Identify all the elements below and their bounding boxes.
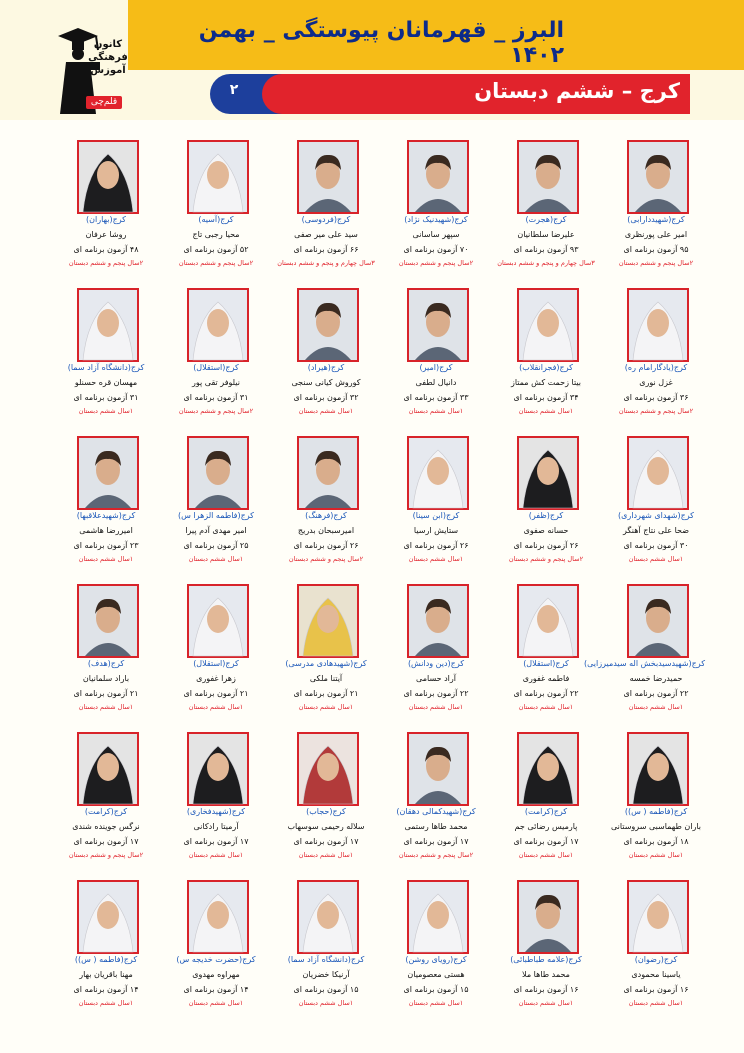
student-card [277,880,387,1020]
student-photo [407,140,469,214]
student-card [607,140,717,280]
student-years-note: ۱سال ششم دبستان [628,999,684,1007]
student-name: روشا عرفان [85,230,127,239]
student-name: سید علی میر صفی [294,230,358,239]
student-years-note: ۱سال ششم دبستان [298,999,354,1007]
student-branch: کرج(شهیدعلاقبها) [76,511,136,520]
student-photo [187,288,249,362]
student-years-note: ۱سال ششم دبستان [78,703,134,711]
student-exam-count: ۱۴ آزمون برنامه ای [183,985,249,994]
student-portrait-icon [409,586,467,656]
student-portrait-icon [629,734,687,804]
student-branch: کرج(دانشگاه آزاد سما) [67,363,145,372]
student-portrait-icon [629,882,687,952]
student-portrait-icon [519,734,577,804]
student-branch: کرج(هیراد) [307,363,345,372]
student-exam-count: ۴۸ آزمون برنامه ای [73,245,139,254]
student-branch: کرج(استقلال) [193,659,239,668]
student-card [497,880,607,1020]
student-card [387,584,497,724]
student-name: مهراوه مهدوی [192,970,240,979]
student-name: محمد طاها ملا [522,970,570,979]
student-card [497,584,607,724]
student-years-note: ۱سال ششم دبستان [518,407,574,415]
student-portrait-icon [629,290,687,360]
student-photo [627,436,689,510]
student-card [387,436,497,576]
student-years-note: ۱سال ششم دبستان [408,703,464,711]
student-branch: کرج(شهیددارابی) [627,215,685,224]
student-name: محیا رجبی تاج [192,230,240,239]
student-years-note: ۱سال ششم دبستان [188,851,244,859]
student-years-note: ۱سال ششم دبستان [628,703,684,711]
student-exam-count: ۲۱ آزمون برنامه ای [183,689,249,698]
student-branch: کرج(فردوسی) [301,215,351,224]
student-card [57,880,167,1020]
student-card [277,732,387,872]
student-name: آرنیکا خضریان [302,970,350,979]
student-name: آیتنا ملکی [309,674,343,683]
student-years-note: ۱سال ششم دبستان [78,999,134,1007]
student-branch: کرج(فرهنگ) [305,511,347,520]
student-name: حمیدرضا خمسه [629,674,683,683]
student-branch: کرج(رویای روشن) [405,955,467,964]
student-card [167,140,277,280]
student-name: مهسان قره حسنلو [74,378,138,387]
student-exam-count: ۲۱ آزمون برنامه ای [73,689,139,698]
student-name: نرگس جوینده شندی [72,822,140,831]
student-card [497,436,607,576]
student-portrait-icon [629,438,687,508]
student-photo [407,288,469,362]
student-exam-count: ۳۲ آزمون برنامه ای [293,393,359,402]
student-branch: کرج(علامه طباطبائی) [510,955,582,964]
student-name: باراد سلمانیان [82,674,130,683]
student-name: امیر مهدی آدم پیرا [185,526,247,535]
student-exam-count: ۲۳ آزمون برنامه ای [73,541,139,550]
student-branch: کرج(استقلال) [193,363,239,372]
student-portrait-icon [79,142,137,212]
student-exam-count: ۶۶ آزمون برنامه ای [293,245,359,254]
student-photo [407,732,469,806]
student-portrait-icon [79,586,137,656]
student-years-note: ۳سال چهارم و پنجم و ششم دبستان [497,259,595,267]
student-years-note: ۱سال ششم دبستان [518,851,574,859]
student-exam-count: ۱۷ آزمون برنامه ای [513,837,579,846]
student-exam-count: ۳۱ آزمون برنامه ای [73,393,139,402]
student-years-note: ۱سال ششم دبستان [298,703,354,711]
student-name: هستی معصومیان [407,970,465,979]
student-branch: کرج(هجرت) [525,215,567,224]
student-name: امیررضا هاشمی [79,526,133,535]
student-portrait-icon [189,882,247,952]
student-branch: کرج(حجاب) [306,807,346,816]
student-exam-count: ۳۶ آزمون برنامه ای [623,393,689,402]
student-exam-count: ۳۴ آزمون برنامه ای [513,393,579,402]
student-photo [77,880,139,954]
student-years-note: ۱سال ششم دبستان [628,851,684,859]
student-exam-count: ۱۷ آزمون برنامه ای [293,837,359,846]
student-years-note: ۱سال ششم دبستان [188,555,244,563]
student-photo [407,880,469,954]
student-photo [627,288,689,362]
student-years-note: ۳سال چهارم و پنجم و ششم دبستان [277,259,375,267]
student-portrait-icon [519,290,577,360]
student-photo [77,288,139,362]
student-card [57,140,167,280]
student-name: یاسینا محمودی [631,970,681,979]
student-photo [187,140,249,214]
page-subtitle: کرج – ششم دبستان [474,79,680,103]
student-branch: کرج(یادگارامام ره) [624,363,688,372]
student-card [277,288,387,428]
student-years-note: ۲سال پنجم و ششم دبستان [398,259,474,267]
student-exam-count: ۱۶ آزمون برنامه ای [513,985,579,994]
student-years-note: ۲سال پنجم و ششم دبستان [178,407,254,415]
student-portrait-icon [299,290,357,360]
student-card [497,288,607,428]
student-name: امیر علی پورنظری [624,230,688,239]
student-photo [297,880,359,954]
student-years-note: ۱سال ششم دبستان [188,999,244,1007]
student-card [57,732,167,872]
student-photo [517,880,579,954]
student-exam-count: ۵۲ آزمون برنامه ای [183,245,249,254]
page-number: ۲ [229,82,239,98]
student-portrait-icon [519,438,577,508]
student-card [167,436,277,576]
student-photo [77,732,139,806]
student-exam-count: ۲۶ آزمون برنامه ای [513,541,579,550]
student-photo [627,584,689,658]
student-photo [517,584,579,658]
student-name: دانیال لطفی [415,378,457,387]
student-exam-count: ۳۳ آزمون برنامه ای [403,393,469,402]
student-portrait-icon [189,734,247,804]
student-card [497,140,607,280]
student-years-note: ۲سال پنجم و ششم دبستان [508,555,584,563]
student-name: مهنا باقریان بهار [79,970,133,979]
student-branch: کرج(فجرانقلاب) [519,363,573,372]
student-portrait-icon [519,882,577,952]
student-card [584,584,717,724]
student-card [387,288,497,428]
student-branch: کرج(کرامت) [524,807,568,816]
student-years-note: ۱سال ششم دبستان [408,999,464,1007]
student-portrait-icon [409,142,467,212]
student-branch: کرج(دانشگاه آزاد سما) [287,955,365,964]
student-portrait-icon [409,882,467,952]
student-years-note: ۱سال ششم دبستان [518,703,574,711]
student-card [607,732,717,872]
student-card [277,140,387,280]
student-name: زهرا غفوری [196,674,236,683]
page-title: البرز _ قهرمانان پیوستگی _ بهمن ۱۴۰۲ [198,18,564,68]
student-branch: کرج(هدف) [87,659,125,668]
student-years-note: ۱سال ششم دبستان [518,999,574,1007]
student-years-note: ۲سال پنجم و ششم دبستان [68,259,144,267]
student-years-note: ۱سال ششم دبستان [298,851,354,859]
student-name: بیتا زحمت کش ممتاز [510,378,582,387]
student-photo [187,436,249,510]
student-photo [517,732,579,806]
student-card [57,288,167,428]
page-header [0,0,744,120]
student-branch: کرج(آسیه) [198,215,234,224]
student-photo [187,880,249,954]
student-years-note: ۱سال ششم دبستان [78,555,134,563]
student-branch: کرج(شهیدفخاری) [186,807,246,816]
student-branch: کرج(فاطمه الزهرا س) [178,511,254,520]
student-portrait-icon [409,290,467,360]
student-photo [77,436,139,510]
student-card [497,732,607,872]
student-portrait-icon [299,734,357,804]
student-years-note: ۲سال پنجم و ششم دبستان [618,259,694,267]
student-card [387,732,497,872]
student-photo [517,436,579,510]
student-exam-count: ۲۶ آزمون برنامه ای [293,541,359,550]
logo-brand: قلم‌چی [86,96,122,109]
student-name: کوروش کیانی سنجی [291,378,361,387]
student-branch: کرج(شهیدنیک نژاد) [404,215,468,224]
student-branch: کرج(فاطمه ( س)) [74,955,138,964]
student-photo [407,436,469,510]
student-exam-count: ۱۸ آزمون برنامه ای [623,837,689,846]
logo-text: کانون فرهنگی آموزش [88,39,128,76]
student-exam-count: ۲۵ آزمون برنامه ای [183,541,249,550]
student-branch: کرج(استقلال) [523,659,569,668]
student-branch: کرج(شهیدسیدبخش اله سیدمیرزایی) [584,659,705,668]
student-name: آراد حسامی [416,674,456,683]
student-years-note: ۱سال ششم دبستان [188,703,244,711]
student-years-note: ۱سال ششم دبستان [298,407,354,415]
student-exam-count: ۳۱ آزمون برنامه ای [183,393,249,402]
student-exam-count: ۱۷ آزمون برنامه ای [73,837,139,846]
student-exam-count: ۷۰ آزمون برنامه ای [403,245,469,254]
student-years-note: ۲سال پنجم و ششم دبستان [178,259,254,267]
student-photo [627,880,689,954]
student-exam-count: ۱۷ آزمون برنامه ای [403,837,469,846]
student-name: امیرسبحان بدریج [297,526,355,535]
student-name: فاطمه غفوری [522,674,570,683]
student-card [57,584,167,724]
student-name: ستایش ارسیا [413,526,459,535]
student-name: سلاله رحیمی سوسهاب [287,822,365,831]
student-portrait-icon [79,882,137,952]
student-years-note: ۲سال پنجم و ششم دبستان [618,407,694,415]
student-exam-count: ۱۴ آزمون برنامه ای [73,985,139,994]
student-exam-count: ۲۲ آزمون برنامه ای [623,689,689,698]
student-portrait-icon [189,438,247,508]
student-photo [627,732,689,806]
student-photo [297,436,359,510]
student-name: سپهر ساسانی [412,230,460,239]
student-photo [297,288,359,362]
student-card [387,880,497,1020]
student-card [57,436,167,576]
student-years-note: ۱سال ششم دبستان [408,555,464,563]
student-years-note: ۲سال پنجم و ششم دبستان [398,851,474,859]
student-photo [187,732,249,806]
student-portrait-icon [409,438,467,508]
student-name: ضحا علی نتاج آهنگر [622,526,690,535]
student-name: علیرضا سلطانیان [517,230,575,239]
student-exam-count: ۹۳ آزمون برنامه ای [513,245,579,254]
student-name: پارمیس رضائی جم [514,822,578,831]
student-name: باران طهماسبی سروستانی [610,822,702,831]
student-portrait-icon [299,586,357,656]
student-branch: کرج(ابن سینا) [412,511,460,520]
student-portrait-icon [519,142,577,212]
student-portrait-icon [299,882,357,952]
student-card [387,140,497,280]
student-exam-count: ۲۲ آزمون برنامه ای [513,689,579,698]
student-portrait-icon [189,290,247,360]
student-years-note: ۲سال پنجم و ششم دبستان [288,555,364,563]
student-exam-count: ۱۷ آزمون برنامه ای [183,837,249,846]
student-portrait-icon [409,734,467,804]
student-exam-count: ۳۰ آزمون برنامه ای [623,541,689,550]
student-photo [187,584,249,658]
student-portrait-icon [299,438,357,508]
student-card [607,436,717,576]
student-branch: کرج(امیر) [419,363,453,372]
student-branch: کرج(بهاران) [86,215,126,224]
student-exam-count: ۱۵ آزمون برنامه ای [403,985,469,994]
student-photo [77,140,139,214]
student-portrait-icon [79,438,137,508]
student-photo [517,140,579,214]
student-photo [627,140,689,214]
student-branch: کرج(شهیدکمالی دهقان) [396,807,476,816]
student-photo [407,584,469,658]
student-exam-count: ۲۱ آزمون برنامه ای [293,689,359,698]
student-photo [77,584,139,658]
student-portrait-icon [79,734,137,804]
student-branch: کرج(ظفر) [528,511,564,520]
student-card [607,880,717,1020]
student-exam-count: ۱۵ آزمون برنامه ای [293,985,359,994]
student-portrait-icon [79,290,137,360]
students-grid [0,140,744,1040]
student-exam-count: ۱۶ آزمون برنامه ای [623,985,689,994]
student-name: غزل نوری [639,378,673,387]
student-branch: کرج(رضوان) [634,955,678,964]
student-portrait-icon [629,586,687,656]
student-card [277,436,387,576]
student-portrait-icon [299,142,357,212]
student-photo [297,584,359,658]
student-branch: کرج(شهدای شهرداری) [618,511,694,520]
student-branch: کرج(کرامت) [84,807,128,816]
student-exam-count: ۲۲ آزمون برنامه ای [403,689,469,698]
student-portrait-icon [519,586,577,656]
student-photo [517,288,579,362]
student-card [277,584,387,724]
student-portrait-icon [189,142,247,212]
student-years-note: ۱سال ششم دبستان [408,407,464,415]
student-name: آرمیتا رادکانی [193,822,239,831]
student-name: نیلوفر تقی پور [192,378,240,387]
student-card [167,288,277,428]
student-years-note: ۲سال پنجم و ششم دبستان [68,851,144,859]
student-branch: کرج(فاطمه ( س)) [624,807,688,816]
student-card [167,880,277,1020]
student-years-note: ۱سال ششم دبستان [628,555,684,563]
student-photo [297,732,359,806]
student-card [167,584,277,724]
student-portrait-icon [189,586,247,656]
student-exam-count: ۹۵ آزمون برنامه ای [623,245,689,254]
student-branch: کرج(حضرت خدیجه س) [176,955,256,964]
student-branch: کرج(شهیدهادی مدرسی) [285,659,367,668]
student-photo [297,140,359,214]
student-branch: کرج(دین ودانش) [407,659,465,668]
student-name: محمد طاها رستمی [404,822,468,831]
student-exam-count: ۲۶ آزمون برنامه ای [403,541,469,550]
student-years-note: ۱سال ششم دبستان [78,407,134,415]
student-card [167,732,277,872]
student-card [607,288,717,428]
student-name: حسانه صفوی [523,526,569,535]
student-portrait-icon [629,142,687,212]
